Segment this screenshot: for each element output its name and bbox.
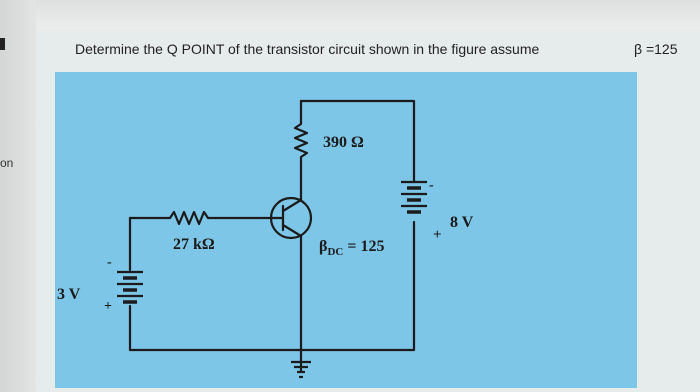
collector-battery-symbol (401, 182, 427, 212)
base-battery-symbol (117, 272, 143, 302)
base-supply-minus: - (107, 255, 112, 270)
base-supply-label: 3 V (57, 286, 81, 303)
base-supply-plus: + (104, 299, 112, 314)
collector-lead (283, 192, 301, 211)
collector-resistor-label: 390 Ω (323, 134, 364, 151)
circuit-diagram (55, 72, 637, 388)
beta-note: β =125 (634, 41, 678, 57)
top-border (0, 0, 700, 30)
sidebar-fragment-label: on (0, 156, 14, 170)
beta-value: = 125 (347, 238, 385, 255)
collector-supply-minus: - (429, 178, 434, 193)
question-text: Determine the Q POINT of the transistor circuit shown in the figure assume (75, 41, 540, 57)
collector-supply-label: 8 V (450, 214, 474, 231)
circuit-figure (55, 72, 637, 388)
base-resistor-symbol (130, 212, 271, 224)
beta-subscript: DC (327, 246, 344, 259)
collector-supply-plus: + (433, 227, 442, 243)
base-resistor-label: 27 kΩ (173, 236, 215, 253)
left-border (0, 0, 36, 392)
collector-resistor-symbol (295, 101, 307, 192)
beta-dc-label (319, 238, 384, 258)
beta-symbol: β (319, 238, 328, 255)
left-edge-mark (0, 38, 5, 50)
